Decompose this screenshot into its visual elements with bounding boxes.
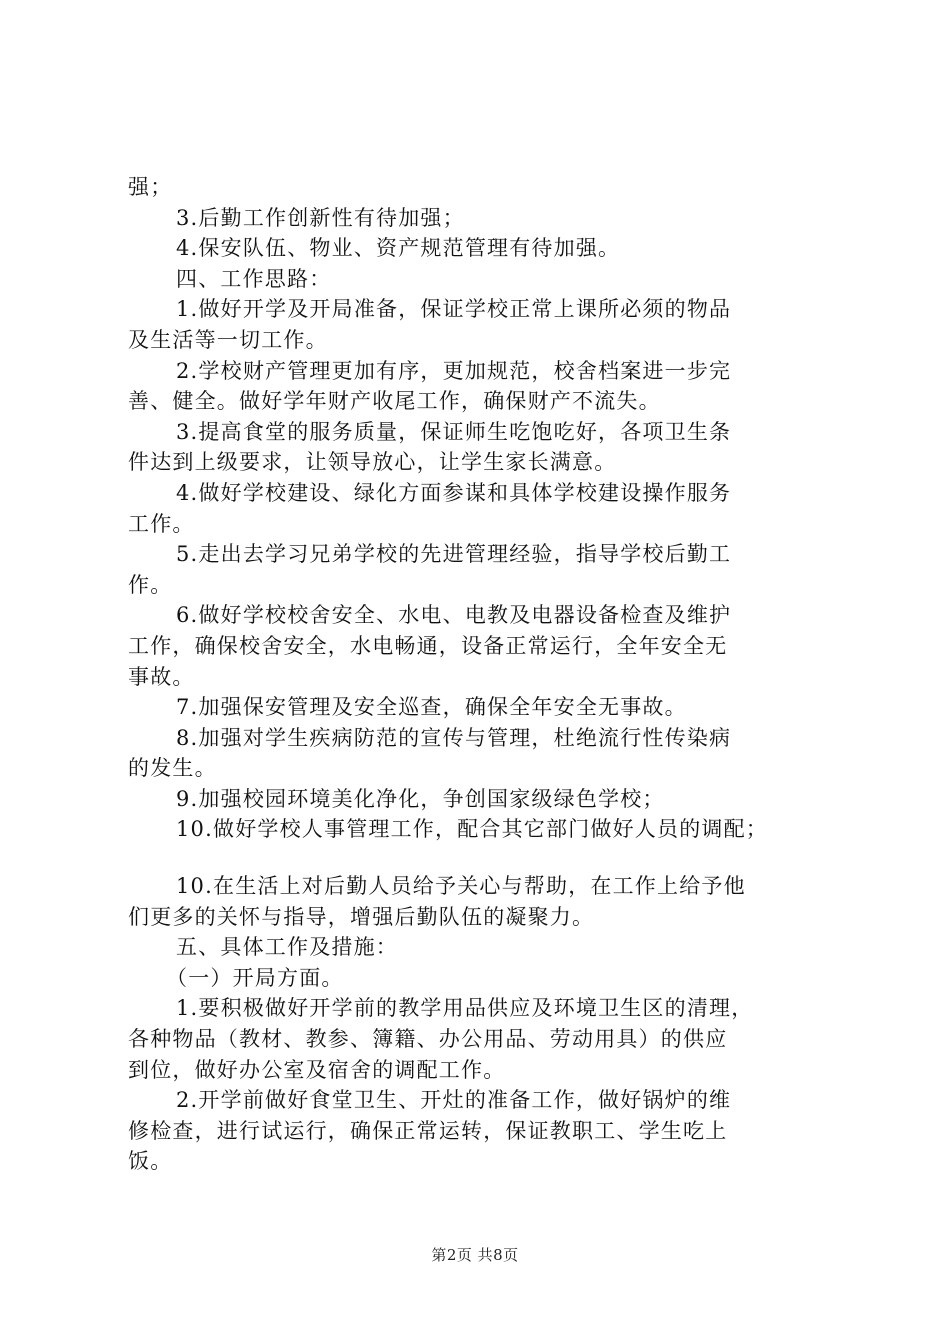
list-item: 1.要积极做好开学前的教学用品供应及环境卫生区的清理， xyxy=(176,996,754,1021)
list-item: 10.做好学校人事管理工作，配合其它部门做好人员的调配； xyxy=(176,817,768,842)
paragraph-gap xyxy=(128,845,838,871)
text-line: 件达到上级要求，让领导放心，让学生家长满意。 xyxy=(128,450,617,475)
page-number-footer: 第2页 共8页 xyxy=(431,1246,519,1264)
document-body xyxy=(128,172,838,1177)
list-item: 5.走出去学习兄弟学校的先进管理经验，指导学校后勤工 xyxy=(176,542,732,567)
text-line: 修检查，进行试运行，确保正常运转，保证教职工、学生吃上 xyxy=(128,1118,728,1143)
list-item: 7.加强保安管理及安全巡查，确保全年安全无事故。 xyxy=(176,695,687,720)
list-item: 3.提高食堂的服务质量，保证师生吃饱吃好，各项卫生条 xyxy=(176,419,732,444)
text-line: 工作，确保校舍安全，水电畅通，设备正常运行，全年安全无 xyxy=(128,633,728,658)
list-item: 4.保安队伍、物业、资产规范管理有待加强。 xyxy=(176,236,621,261)
text-line: 们更多的关怀与指导，增强后勤队伍的凝聚力。 xyxy=(128,904,595,929)
list-item: 10.在生活上对后勤人员给予关心与帮助，在工作上给予他 xyxy=(176,874,746,899)
text-line: 饭。 xyxy=(128,1149,173,1174)
section-heading: 四、工作思路： xyxy=(176,266,332,291)
text-line: 的发生。 xyxy=(128,756,217,781)
subsection-heading: （一）开局方面。 xyxy=(166,965,344,990)
list-item: 9.加强校园环境美化净化，争创国家级绿色学校； xyxy=(176,786,665,811)
text-line: 善、健全。做好学年财产收尾工作，确保财产不流失。 xyxy=(128,389,661,414)
text-line: 各种物品（教材、教参、簿籍、办公用品、劳动用具）的供应 xyxy=(128,1027,728,1052)
text-line: 强； xyxy=(128,175,173,199)
text-line: 及生活等一切工作。 xyxy=(128,327,328,352)
text-line: 工作。 xyxy=(128,511,195,536)
list-item: 3.后勤工作创新性有待加强； xyxy=(176,205,465,230)
text-line: 到位，做好办公室及宿舍的调配工作。 xyxy=(128,1057,506,1082)
list-item: 8.加强对学生疾病防范的宣传与管理，杜绝流行性传染病 xyxy=(176,725,732,750)
list-item: 1.做好开学及开局准备，保证学校正常上课所必须的物品 xyxy=(176,297,732,322)
list-item: 2.学校财产管理更加有序，更加规范，校舍档案进一步完 xyxy=(176,358,732,383)
section-heading: 五、具体工作及措施： xyxy=(176,935,398,960)
text-line: 事故。 xyxy=(128,664,195,689)
list-item: 6.做好学校校舍安全、水电、电教及电器设备检查及维护 xyxy=(176,603,732,628)
text-line: 作。 xyxy=(128,572,173,597)
list-item: 2.开学前做好食堂卫生、开灶的准备工作，做好锅炉的维 xyxy=(176,1088,732,1113)
list-item: 4.做好学校建设、绿化方面参谋和具体学校建设操作服务 xyxy=(176,480,732,505)
